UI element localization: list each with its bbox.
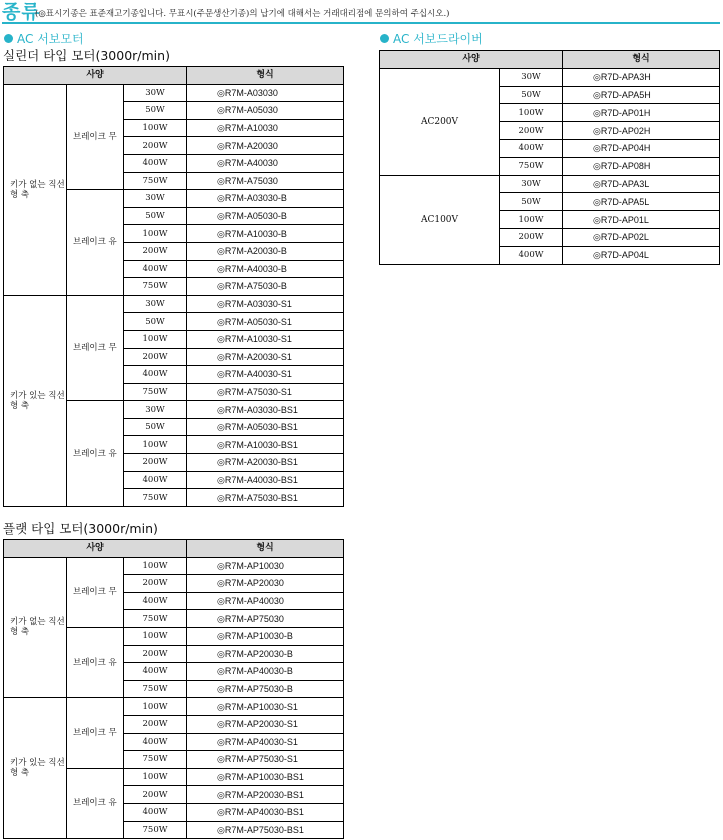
model-cell: ◎R7M-AP10030 [187, 557, 344, 575]
wattage-cell: 400W [124, 154, 187, 172]
model-cell: ◎R7M-A75030-B [187, 278, 344, 296]
model-cell: ◎R7M-A75030-BS1 [187, 489, 344, 507]
shaft-type-cell: 키가 있는 직선형 축 [4, 295, 67, 506]
model-cell: ◎R7M-A05030-BS1 [187, 418, 344, 436]
model-cell: ◎R7D-AP02H [563, 122, 720, 140]
model-cell: ◎R7M-A20030-S1 [187, 348, 344, 366]
wattage-cell: 400W [124, 592, 187, 610]
model-cell: ◎R7M-AP10030-BS1 [187, 768, 344, 786]
model-cell: ◎R7M-A40030-S1 [187, 366, 344, 384]
wattage-cell: 100W [124, 627, 187, 645]
model-cell: ◎R7D-AP01H [563, 104, 720, 122]
wattage-cell: 200W [124, 645, 187, 663]
spec-header: 사양 [380, 51, 563, 69]
model-cell: ◎R7M-A40030 [187, 154, 344, 172]
model-cell: ◎R7M-A20030-B [187, 242, 344, 260]
table-row [4, 295, 344, 313]
table-row [4, 84, 344, 102]
model-cell: ◎R7M-A40030-BS1 [187, 471, 344, 489]
model-cell: ◎R7M-AP75030-B [187, 680, 344, 698]
brake-cell: 브레이크 유 [67, 190, 124, 296]
wattage-cell: 400W [124, 803, 187, 821]
model-cell: ◎R7M-A03030-S1 [187, 295, 344, 313]
model-cell: ◎R7M-A20030 [187, 137, 344, 155]
wattage-cell: 750W [124, 383, 187, 401]
brake-cell: 브레이크 유 [67, 627, 124, 697]
wattage-cell: 750W [500, 157, 563, 175]
model-cell: ◎R7D-AP02L [563, 228, 720, 246]
wattage-cell: 50W [124, 207, 187, 225]
spec-header: 사양 [4, 67, 187, 85]
wattage-cell: 50W [124, 102, 187, 120]
wattage-cell: 100W [124, 557, 187, 575]
wattage-cell: 400W [124, 663, 187, 681]
wattage-cell: 200W [124, 575, 187, 593]
wattage-cell: 50W [500, 193, 563, 211]
cylinder-motor-table [3, 66, 344, 507]
voltage-cell: AC100V [380, 175, 500, 264]
brake-cell: 브레이크 무 [67, 698, 124, 768]
shaft-type-cell: 키가 없는 직선형 축 [4, 557, 67, 698]
model-cell: ◎R7M-AP20030-S1 [187, 715, 344, 733]
model-cell: ◎R7M-AP40030-BS1 [187, 803, 344, 821]
wattage-cell: 400W [500, 139, 563, 157]
wattage-cell: 200W [124, 786, 187, 804]
model-cell: ◎R7M-AP20030 [187, 575, 344, 593]
model-cell: ◎R7M-A10030-S1 [187, 330, 344, 348]
page-header [2, 0, 720, 24]
bullet-icon [4, 34, 13, 43]
model-cell: ◎R7M-A05030-B [187, 207, 344, 225]
model-cell: ◎R7M-AP75030-S1 [187, 751, 344, 769]
wattage-cell: 400W [124, 733, 187, 751]
model-cell: ◎R7M-A05030-S1 [187, 313, 344, 331]
model-cell: ◎R7M-A75030-S1 [187, 383, 344, 401]
model-cell: ◎R7M-AP10030-S1 [187, 698, 344, 716]
wattage-cell: 50W [124, 418, 187, 436]
shaft-type-cell: 키가 있는 직선형 축 [4, 698, 67, 839]
wattage-cell: 30W [124, 401, 187, 419]
wattage-cell: 750W [124, 680, 187, 698]
model-cell: ◎R7D-APA3L [563, 175, 720, 193]
flat-motor-table [3, 539, 344, 839]
model-header: 형식 [187, 540, 344, 558]
model-cell: ◎R7M-A10030-B [187, 225, 344, 243]
table-row [4, 557, 344, 575]
servo-driver-heading: AC 서보드라이버 [380, 30, 483, 47]
model-cell: ◎R7D-APA5H [563, 86, 720, 104]
bullet-icon [380, 34, 389, 43]
wattage-cell: 100W [124, 436, 187, 454]
model-cell: ◎R7M-AP40030-S1 [187, 733, 344, 751]
wattage-cell: 100W [124, 698, 187, 716]
wattage-cell: 100W [500, 211, 563, 229]
wattage-cell: 100W [124, 119, 187, 137]
wattage-cell: 100W [124, 330, 187, 348]
wattage-cell: 750W [124, 172, 187, 190]
wattage-cell: 50W [500, 86, 563, 104]
model-cell: ◎R7M-A03030-BS1 [187, 401, 344, 419]
wattage-cell: 100W [124, 225, 187, 243]
model-cell: ◎R7M-A40030-B [187, 260, 344, 278]
table-row [380, 175, 720, 193]
wattage-cell: 400W [124, 366, 187, 384]
model-header: 형식 [563, 51, 720, 69]
cylinder-subheading: 실린더 타입 모터(3000r/min) [3, 48, 170, 63]
model-cell: ◎R7M-AP40030-B [187, 663, 344, 681]
model-cell: ◎R7D-APA3H [563, 68, 720, 86]
model-cell: ◎R7M-AP40030 [187, 592, 344, 610]
model-cell: ◎R7M-A05030 [187, 102, 344, 120]
wattage-cell: 30W [500, 68, 563, 86]
wattage-cell: 30W [124, 295, 187, 313]
brake-cell: 브레이크 유 [67, 768, 124, 838]
model-cell: ◎R7D-AP04H [563, 139, 720, 157]
model-cell: ◎R7M-A10030-BS1 [187, 436, 344, 454]
model-cell: ◎R7M-A75030 [187, 172, 344, 190]
wattage-cell: 750W [124, 751, 187, 769]
brake-cell: 브레이크 무 [67, 84, 124, 190]
wattage-cell: 200W [124, 715, 187, 733]
wattage-cell: 200W [124, 242, 187, 260]
model-cell: ◎R7D-AP08H [563, 157, 720, 175]
model-cell: ◎R7D-AP01L [563, 211, 720, 229]
servo-motor-heading: AC 서보모터 [4, 30, 84, 47]
wattage-cell: 750W [124, 489, 187, 507]
wattage-cell: 30W [124, 190, 187, 208]
model-cell: ◎R7M-A10030 [187, 119, 344, 137]
model-cell: ◎R7M-AP20030-B [187, 645, 344, 663]
wattage-cell: 750W [124, 610, 187, 628]
wattage-cell: 30W [500, 175, 563, 193]
wattage-cell: 30W [124, 84, 187, 102]
spec-header: 사양 [4, 540, 187, 558]
model-cell: ◎R7M-A03030 [187, 84, 344, 102]
wattage-cell: 750W [124, 278, 187, 296]
wattage-cell: 200W [124, 137, 187, 155]
wattage-cell: 200W [124, 454, 187, 472]
wattage-cell: 750W [124, 821, 187, 839]
model-cell: ◎R7D-AP04L [563, 246, 720, 264]
servo-driver-table [379, 50, 720, 265]
table-row [4, 698, 344, 716]
wattage-cell: 100W [500, 104, 563, 122]
table-row [380, 68, 720, 86]
wattage-cell: 400W [124, 260, 187, 278]
wattage-cell: 200W [124, 348, 187, 366]
model-cell: ◎R7M-A20030-BS1 [187, 454, 344, 472]
wattage-cell: 50W [124, 313, 187, 331]
model-cell: ◎R7D-APA5L [563, 193, 720, 211]
flat-subheading: 플랫 타입 모터(3000r/min) [3, 521, 158, 536]
wattage-cell: 100W [124, 768, 187, 786]
model-cell: ◎R7M-A03030-B [187, 190, 344, 208]
brake-cell: 브레이크 무 [67, 295, 124, 401]
wattage-cell: 200W [500, 122, 563, 140]
model-header: 형식 [187, 67, 344, 85]
stock-note: (◎표시기종은 표준재고기종입니다. 무표시(주문생산기종)의 납기에 대해서는 거래대리점에 문의하여 주십시오.) [35, 9, 450, 19]
page-title: 종류 [2, 1, 41, 23]
wattage-cell: 400W [500, 246, 563, 264]
shaft-type-cell: 키가 없는 직선형 축 [4, 84, 67, 295]
wattage-cell: 400W [124, 471, 187, 489]
voltage-cell: AC200V [380, 68, 500, 175]
model-cell: ◎R7M-AP75030-BS1 [187, 821, 344, 839]
model-cell: ◎R7M-AP75030 [187, 610, 344, 628]
brake-cell: 브레이크 유 [67, 401, 124, 507]
brake-cell: 브레이크 무 [67, 557, 124, 627]
wattage-cell: 200W [500, 228, 563, 246]
model-cell: ◎R7M-AP10030-B [187, 627, 344, 645]
model-cell: ◎R7M-AP20030-BS1 [187, 786, 344, 804]
